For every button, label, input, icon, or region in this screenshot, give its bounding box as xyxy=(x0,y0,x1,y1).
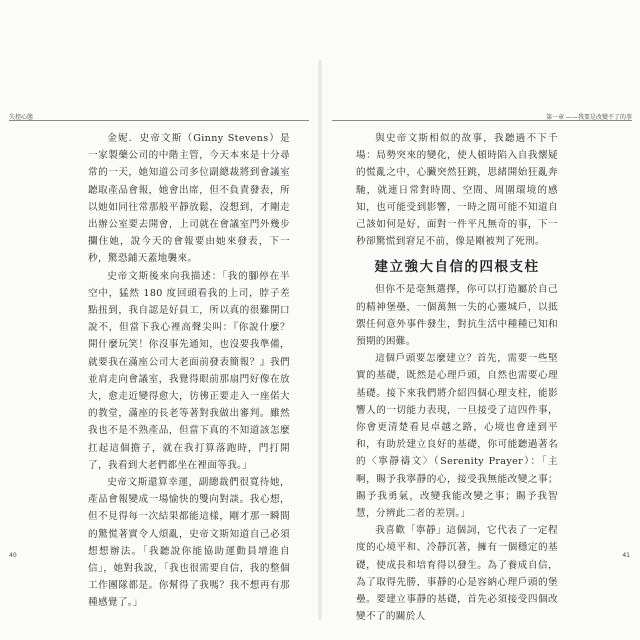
left-header-rule xyxy=(9,120,309,121)
right-header-rule xyxy=(332,120,632,121)
right-page xyxy=(322,0,640,640)
right-body-text xyxy=(356,130,558,625)
left-paragraph: 史帝文斯還算幸運，副總裁們很寬待她，產品會報變成一場愉快的雙向對談。我心想，但不見得每一次結果都能這樣，剛才那一瞬間的驚慌著實令人煩亂，史帝文斯知道自己必須想想辦法。「我聽說你能協助運動員增進自信」，她對我說，「我也很需要自信，我的整個工作團隊都是。你幫得了我嗎？我不想再有那種感覺了。」 xyxy=(88,477,290,609)
section-heading: 建立強大自信的四根支柱 xyxy=(374,259,540,276)
right-paragraph: 我喜歡「寧靜」這個詞，它代表了一定程度的心境平和、冷靜沉著，擁有一個穩定的基礎，使成長和培育得以發生。為了養成自信，為了取得先勝，事靜的心是容納心理戶頭的堡壘。要建立事靜的基礎，首先必須接受四個改變不了的關於人 xyxy=(356,525,558,623)
right-paragraph: 但你不是毫無選擇，你可以打造屬於自己的精神堡壘，一個萬無一失的心靈城戶，以抵禦任何意外事件發生，對抗生活中種種已知和預期的困難。 xyxy=(356,284,558,348)
right-page-number: 41 xyxy=(622,552,630,559)
left-running-head: 失控心態 xyxy=(9,114,34,121)
left-page-number: 40 xyxy=(9,552,17,559)
left-page xyxy=(0,0,318,640)
right-running-head: 第一章 ——我要是改變不了的事 xyxy=(546,114,632,121)
left-paragraph: 史帝文斯後來向我描述：「我的腳停在半空中，猛然 180 度回頭看我的上司，脖子差點扭到，我自認是好員工，所以真的很難開口說不，但當下我心裡高聲尖叫：『你說什麼？開什麼玩笑！你沒事先通知，也沒要我準備，就要我在滿座公司大老面前發表簡報？』我們並肩走向會議室，我覺得眼前那扇門好像在放大，愈走近變得愈大，彷彿正要走入一座偌大的教堂，滿座的長老等著對我做出審判。雖然我也不是不熟產品，但當下真的不知道該怎麼扛起這個擔子，就在我打算落跑時，門打開了，我看到大老們都坐在裡面等我。」 xyxy=(88,270,290,471)
left-body-text xyxy=(88,130,290,612)
right-paragraph: 這個戶頭要怎麼建立？首先，需要一些堅實的基礎，既然是心理戶頭，自然也需要心理基礎。接下來我們將介紹四個心理支柱，能影響人的一切能力表現，一旦接受了這四件事，你會更清楚看見卓越之路，心境也會達到平和，有助於建立良好的基礎，你可能聽過著名的〈寧靜禱文〉（Serenity Prayer）：「主啊，賜予我寧靜的心，接受我無能改變之事；賜予我勇氣，改變我能改變之事；賜予我智慧，分辨此二者的差別。」 xyxy=(356,353,558,520)
right-paragraph: 與史帝文斯相似的故事，我聽過不下千場：局勢突來的變化，使人頓時陷入自我懷疑的慌亂之中，心臟突然狂跳，思緒開始狂亂奔馳，就連日常對時間、空間、周圍環境的感知，也可能受到影響，一時之間可能不知道自己該如何是好，面對一件平凡無奇的事，下一秒卻驚慌到窘足不前，像是剛被判了死刑。 xyxy=(356,133,558,248)
left-paragraph: 金妮．史帝文斯（Ginny Stevens）是一家製藥公司的中階主管，今天本來是十分尋常的一天，她知道公司多位副總裁將到會議室聽取產品會報，她會出席，但不負責發表，所以她如同往常那般平靜放鬆，沒想到，才剛走出辦公室要去開會，上司就在會議室門外幾步攔住她，說今天的會報要由她來發表，下一秒，驚恐鋪天蓋地襲來。 xyxy=(88,133,290,265)
